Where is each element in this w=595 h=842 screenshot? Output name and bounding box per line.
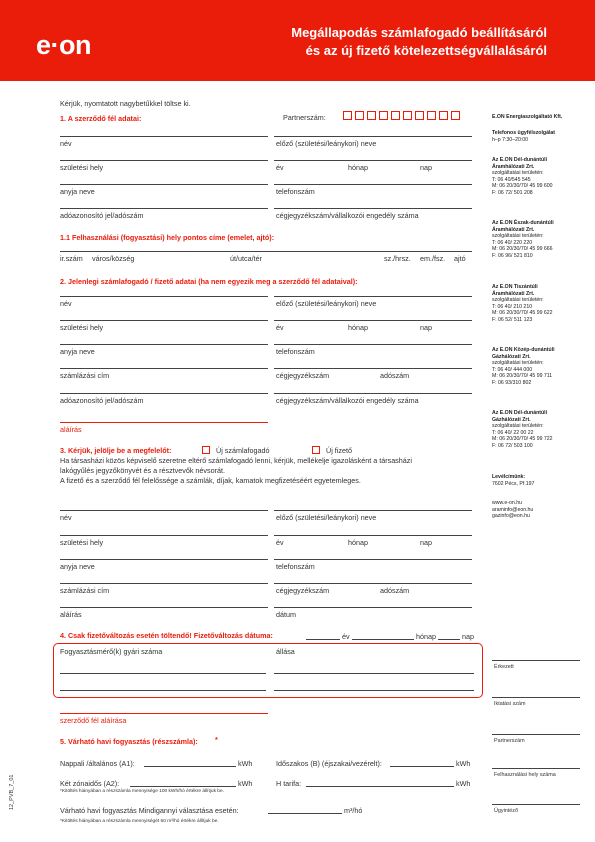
s3-label-prev-name: előző (születési/leánykori) neve: [276, 513, 377, 522]
region-mobile: M: 06 20/30/70/ 45 99 666: [492, 246, 553, 253]
s4-label-signature: szerződő fél aláírása: [60, 716, 127, 725]
two-zone-unit: kWh: [238, 779, 253, 788]
title-line-1: Megállapodás számlafogadó beállításáról: [291, 25, 547, 40]
s2-label-day: nap: [420, 323, 432, 332]
header-bar: [0, 0, 595, 81]
website-link[interactable]: www.e-on.hu: [492, 500, 522, 506]
s2-mother-line[interactable]: [60, 344, 268, 345]
office-partner-label: Partnerszám: [494, 738, 525, 744]
field-label-year: év: [276, 163, 284, 172]
field-label-birthplace: születési hely: [60, 163, 104, 172]
section-5-asterisk: *: [215, 735, 218, 744]
partner-digit-box[interactable]: [439, 111, 448, 120]
s3-date-line[interactable]: [274, 607, 472, 608]
birthdate-field-line[interactable]: [274, 160, 472, 161]
s4-label-day: nap: [462, 632, 474, 641]
s4-year-line[interactable]: [306, 639, 340, 640]
s3-label-day: nap: [420, 538, 432, 547]
two-zone-line[interactable]: [130, 786, 236, 787]
phone-service-hours: h–p 7:30–20:00: [492, 136, 529, 143]
field-label-phone: telefonszám: [276, 187, 315, 196]
meter-serial-line-1[interactable]: [60, 673, 266, 674]
night-unit: kWh: [456, 759, 471, 768]
s3-label-billing-address: számlázási cím: [60, 586, 110, 595]
sidebar-region: [492, 157, 553, 197]
region-sub: szolgáltatási területén:: [492, 360, 544, 367]
night-consumption-label: Időszakos (B) (éjszakai/vezérelt):: [276, 759, 382, 768]
region-name: Az E.ON Tiszántúli: [492, 284, 538, 290]
sidebar-region: [492, 410, 553, 450]
s3-reg-tax-line[interactable]: [274, 583, 472, 584]
field-label-day: nap: [420, 163, 432, 172]
new-billing-recipient-checkbox[interactable]: [202, 446, 210, 454]
field-label-taxid: adóazonosító jel/adószám: [60, 211, 144, 220]
section-4-title: 4. Csak fizetőváltozás esetén töltendő! Fizetőváltozás dátuma:: [60, 631, 273, 640]
sidebar-company: [492, 114, 562, 121]
region-mobile: M: 06 20/30/70/ 45 99 600: [492, 183, 553, 190]
s3-info-text-2: lakógyűlés jegyzőkönyvét és a résztvevők névsorát.: [60, 466, 225, 475]
region-company: Áramhálózati Zrt.: [492, 290, 535, 297]
office-received-line[interactable]: [492, 660, 580, 661]
region-sub: szolgáltatási területén:: [492, 423, 544, 430]
field-label-prev-name: előző (születési/leánykori) neve: [276, 139, 377, 148]
region-mobile: M: 06 20/30/70/ 45 99 722: [492, 436, 553, 443]
region-name: Az E.ON Észak-dunántúli: [492, 220, 554, 226]
sidebar-region: [492, 220, 554, 260]
s2-label-month: hónap: [348, 323, 368, 332]
s2-reg-tax-line[interactable]: [274, 368, 472, 369]
s2-birthplace-line[interactable]: [60, 320, 268, 321]
office-filing-label: Iktatási szám: [494, 701, 526, 707]
partner-digit-box[interactable]: [427, 111, 436, 120]
gas-unit: m³/hó: [344, 806, 363, 815]
region-fax: F: 06 72/ 501 208: [492, 189, 533, 196]
region-fax: F: 06 52/ 511 123: [492, 316, 533, 323]
gas-consumption-label: Várható havi fogyasztás Mindigannyi választása esetén:: [60, 806, 239, 815]
sidebar-region: [492, 347, 555, 387]
region-company: Gázhálózati Zrt.: [492, 416, 531, 423]
region-tel: T: 06 40/ 210 210: [492, 303, 533, 310]
office-usage-place-label: Felhasználási hely száma: [494, 772, 556, 778]
region-name: Az E.ON Dél-dunántúli: [492, 157, 548, 163]
region-sub: szolgáltatási területén:: [492, 297, 544, 304]
s3-phone-line[interactable]: [274, 559, 472, 560]
region-company: Áramhálózati Zrt.: [492, 163, 535, 170]
region-fax: F: 06 72/ 503 100: [492, 442, 533, 449]
s4-signature-line[interactable]: [60, 713, 268, 714]
field-label-floor: em./fsz.: [420, 254, 446, 263]
region-sub: szolgáltatási területén:: [492, 233, 544, 240]
field-label-company-reg: cégjegyzékszám/vállalkozói engedély száma: [276, 211, 419, 220]
s2-birthdate-line[interactable]: [274, 320, 472, 321]
name-field-line[interactable]: [60, 136, 268, 137]
partner-digit-box[interactable]: [367, 111, 376, 120]
s2-label-birthplace: születési hely: [60, 323, 104, 332]
sidebar-phone: [492, 130, 555, 143]
s3-label-mother: anyja neve: [60, 562, 95, 571]
new-billing-recipient-label: Új számlafogadó: [216, 446, 270, 455]
mail-title: Levélcímünk:: [492, 474, 526, 480]
region-tel: T: 06 40/ 220 220: [492, 239, 533, 246]
s4-label-year: év: [342, 632, 350, 641]
s2-label-name: név: [60, 299, 72, 308]
s3-label-company-reg: cégjegyzékszám: [276, 586, 330, 595]
s4-day-line[interactable]: [438, 639, 460, 640]
region-company: Gázhálózati Zrt.: [492, 353, 531, 360]
s3-signature-line[interactable]: [60, 607, 268, 608]
two-zone-label: Két zónaidős (A2):: [60, 779, 120, 788]
section-5-title: 5. Várható havi fogyasztás (részszámla):: [60, 737, 198, 746]
new-payer-label: Új fizető: [326, 446, 352, 455]
section-1-title: 1. A szerződő fél adatai:: [60, 114, 142, 123]
day-consumption-label: Nappali /általános (A1):: [60, 759, 135, 768]
s2-label-signature: aláírás: [60, 425, 82, 434]
new-payer-checkbox[interactable]: [312, 446, 320, 454]
email-link[interactable]: gazinfo@eon.hu: [492, 513, 530, 520]
s2-signature-line[interactable]: [60, 422, 268, 423]
h-tariff-label: H tarifa:: [276, 779, 302, 788]
region-fax: F: 06 96/ 521 810: [492, 252, 533, 259]
s3-label-month: hónap: [348, 538, 368, 547]
prev-name-field-line[interactable]: [274, 136, 472, 137]
section-2-title: 2. Jelenlegi számlafogadó / fizető adatai (ha nem egyezik meg a szerződő fél adataival):: [60, 277, 358, 286]
office-clerk-line[interactable]: [492, 804, 580, 805]
s2-phone-line[interactable]: [274, 344, 472, 345]
eon-logo: e·on: [36, 30, 91, 60]
s4-label-month: hónap: [416, 632, 436, 641]
h-tariff-unit: kWh: [456, 779, 471, 788]
partner-digit-box[interactable]: [355, 111, 364, 120]
office-usage-place-line[interactable]: [492, 768, 580, 769]
field-label-zip: ir.szám: [60, 254, 83, 263]
section-1-1-title: 1.1 Felhasználási (fogyasztási) hely pontos címe (emelet, ajtó):: [60, 233, 275, 242]
region-tel: T: 06 40/545 545: [492, 176, 531, 183]
meter-serial-line-2[interactable]: [60, 690, 266, 691]
s2-billing-address-line[interactable]: [60, 368, 268, 369]
s2-label-company-reg-long: cégjegyzékszám/vállalkozói engedély száma: [276, 396, 419, 405]
s2-label-company-reg: cégjegyzékszám: [276, 371, 330, 380]
sidebar-region: [492, 284, 553, 324]
s2-label-billing-address: számlázási cím: [60, 371, 110, 380]
region-tel: T: 06 40/ 22 00 22: [492, 429, 534, 436]
s3-birthdate-line[interactable]: [274, 535, 472, 536]
company-name: E.ON Energiaszolgáltató Kft.: [492, 114, 563, 120]
meter-reading-line-2[interactable]: [274, 690, 474, 691]
region-fax: F: 06 93/310 802: [492, 379, 532, 386]
s2-label-year: év: [276, 323, 284, 332]
s2-label-mother: anyja neve: [60, 347, 95, 356]
s2-company-reg-line[interactable]: [274, 393, 472, 394]
form-code: 12_PVB_7_01: [9, 774, 15, 810]
s3-info-text-3: A fizető és a szerződő fél felelőssége a számlák, díjak, kamatok megfizetéséért egyetemleges.: [60, 476, 361, 485]
office-filing-line[interactable]: [492, 697, 580, 698]
partner-digit-box[interactable]: [379, 111, 388, 120]
sidebar-mail: [492, 474, 534, 487]
field-label-door: ajtó: [454, 254, 466, 263]
field-label-name: név: [60, 139, 72, 148]
s2-label-taxnum: adószám: [380, 371, 410, 380]
field-label-month: hónap: [348, 163, 368, 172]
field-label-city: város/község: [92, 254, 135, 263]
s3-label-date: dátum: [276, 610, 296, 619]
gas-consumption-line[interactable]: [268, 813, 342, 814]
partner-digit-box[interactable]: [451, 111, 460, 120]
region-sub: szolgáltatási területén:: [492, 170, 544, 177]
s3-info-text-1: Ha társasházi közös képviselő szeretne eltérő számlafogadó lenni, kérjük, mellékelje igazolásként a társasházi: [60, 456, 412, 465]
s3-label-taxnum: adószám: [380, 586, 410, 595]
field-label-housenum: sz./hrsz.: [384, 254, 411, 263]
partner-digit-box[interactable]: [403, 111, 412, 120]
s3-birthplace-line[interactable]: [60, 535, 268, 536]
field-label-mother: anyja neve: [60, 187, 95, 196]
office-received-label: Érkezett: [494, 664, 514, 670]
email-link[interactable]: araminfo@eon.hu: [492, 506, 534, 513]
meter-reading-line-1[interactable]: [274, 673, 474, 674]
s2-prev-name-line[interactable]: [274, 296, 472, 297]
night-consumption-line[interactable]: [390, 766, 454, 767]
gas-note: *Kitöltés hiányában a részszámla mennyiségét 50 m³/hó értékre állítjuk be.: [60, 819, 219, 824]
address-field-line[interactable]: [60, 251, 472, 252]
company-reg-field-line[interactable]: [274, 208, 472, 209]
field-label-street: út/utca/tér: [230, 254, 262, 263]
s3-name-line[interactable]: [60, 510, 268, 511]
region-company: Áramhálózati Zrt.: [492, 226, 535, 233]
region-name: Az E.ON Dél-dunántúli: [492, 410, 548, 416]
s3-label-signature: aláírás: [60, 610, 82, 619]
partner-digit-box[interactable]: [415, 111, 424, 120]
phone-field-line[interactable]: [274, 184, 472, 185]
region-name: Az E.ON Közép-dunántúli: [492, 347, 555, 353]
s2-label-phone: telefonszám: [276, 347, 315, 356]
office-clerk-label: Ügyintéző: [494, 808, 518, 814]
region-tel: T: 06 40/ 444 000: [492, 366, 533, 373]
intro-text: Kérjük, nyomtatott nagybetűkkel töltse ki.: [60, 99, 191, 108]
s3-prev-name-line[interactable]: [274, 510, 472, 511]
section-3-title: 3. Kérjük, jelölje be a megfelelőt:: [60, 446, 172, 455]
s2-label-prev-name: előző (születési/leánykori) neve: [276, 299, 377, 308]
region-mobile: M: 06 20/30/70/ 45 99 622: [492, 310, 553, 317]
title-line-2: és az új fizető kötelezettségvállalásáról: [305, 43, 547, 58]
s2-label-taxid: adóazonosító jel/adószám: [60, 396, 144, 405]
h-tariff-line[interactable]: [306, 786, 454, 787]
sidebar-web: [492, 500, 533, 520]
mother-name-field-line[interactable]: [60, 184, 268, 185]
s2-taxid-line[interactable]: [60, 393, 268, 394]
meter-reading-label: állása: [276, 647, 295, 656]
partner-digit-box[interactable]: [343, 111, 352, 120]
s4-month-line[interactable]: [352, 639, 414, 640]
s3-label-birthplace: születési hely: [60, 538, 104, 547]
page-title: [291, 24, 547, 60]
s2-name-line[interactable]: [60, 296, 268, 297]
region-mobile: M: 06 20/30/70/ 45 99 711: [492, 373, 553, 380]
s3-label-year: év: [276, 538, 284, 547]
meter-serial-label: Fogyasztásmérő(k) gyári száma: [60, 647, 163, 656]
taxid-field-line[interactable]: [60, 208, 268, 209]
s3-label-phone: telefonszám: [276, 562, 315, 571]
s3-mother-line[interactable]: [60, 559, 268, 560]
birthplace-field-line[interactable]: [60, 160, 268, 161]
electricity-note: *Kitöltés hiányában a részszámla mennyisége 100 kWh/hó értékre állítjuk be.: [60, 789, 224, 794]
s3-billing-address-line[interactable]: [60, 583, 268, 584]
phone-service-title: Telefonos ügyfélszolgálat: [492, 130, 556, 136]
mail-address: 7602 Pécs, Pf.197: [492, 480, 535, 487]
office-partner-line[interactable]: [492, 734, 580, 735]
day-unit: kWh: [238, 759, 253, 768]
day-consumption-line[interactable]: [144, 766, 236, 767]
partner-digit-box[interactable]: [391, 111, 400, 120]
s3-label-name: név: [60, 513, 72, 522]
partner-number-label: Partnerszám:: [283, 113, 326, 122]
